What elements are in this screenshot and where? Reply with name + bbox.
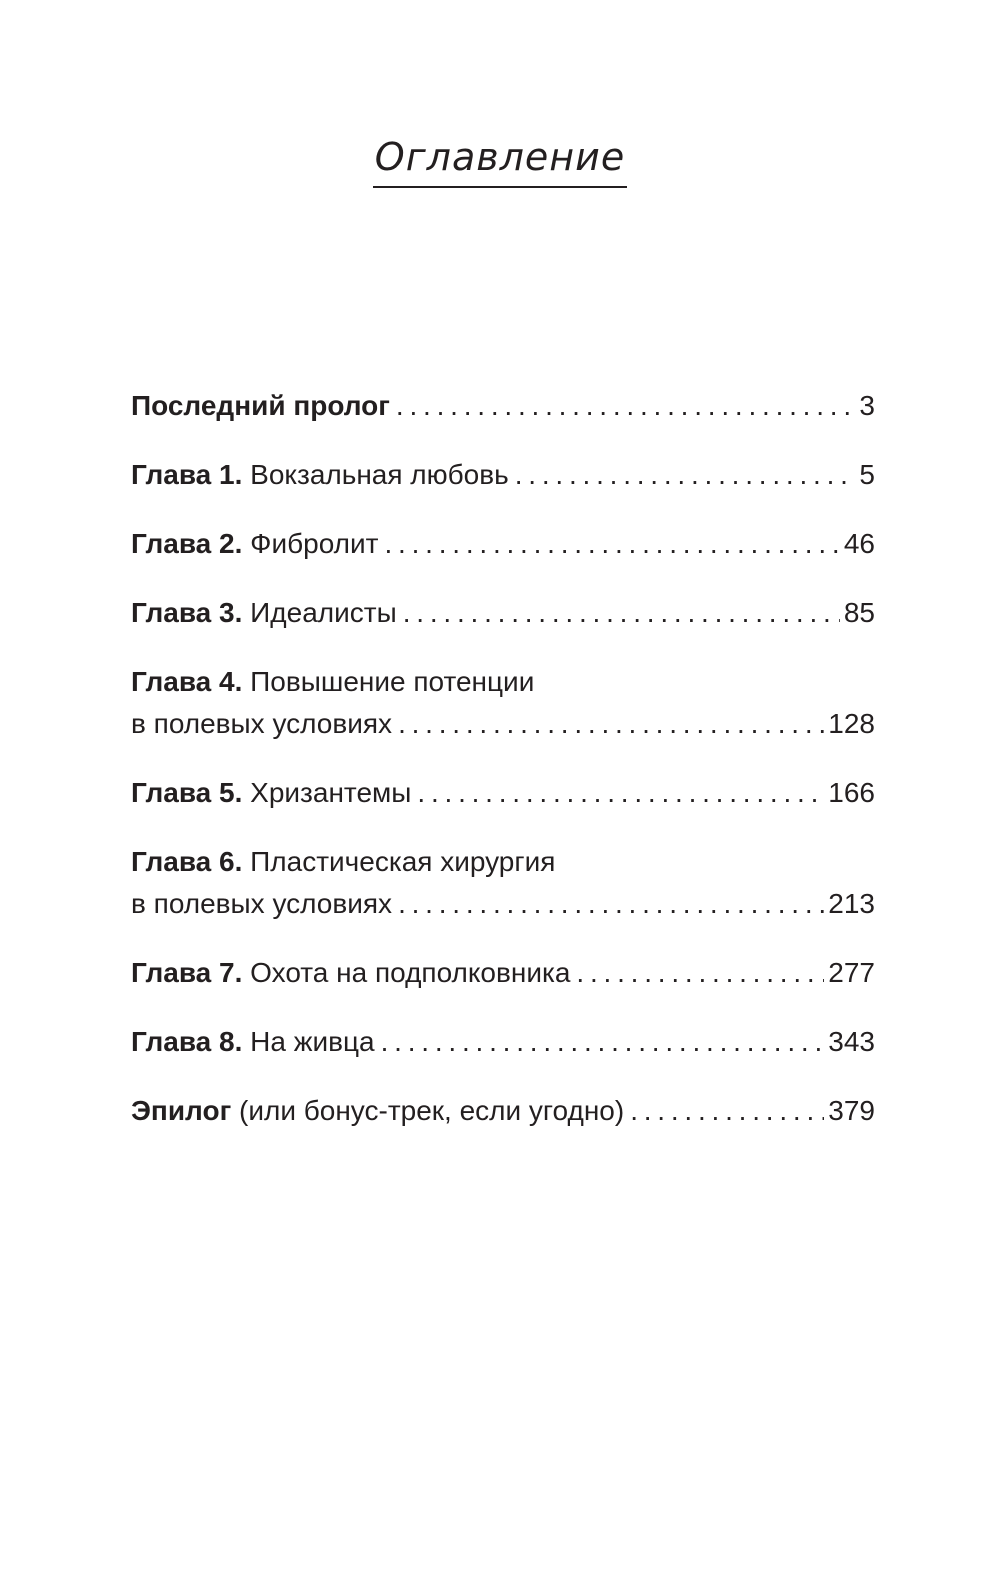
dot-leader: [396, 385, 856, 427]
toc-entry-prefix: Эпилог: [131, 1095, 232, 1126]
dot-leader: [384, 523, 839, 565]
toc-entry-epilogue: [131, 1090, 875, 1132]
toc-entry-label: [131, 1090, 624, 1132]
toc-entry-prologue: [131, 385, 875, 427]
dot-leader: [381, 1021, 825, 1063]
toc-entry-chapter-6: [131, 841, 875, 925]
toc-entry-prefix: Глава 4.: [131, 666, 243, 697]
toc-entry-chapter-4: [131, 661, 875, 745]
toc-entry-page: 46: [843, 528, 875, 559]
toc-entry-label: [131, 952, 570, 994]
toc-entry-prefix: Глава 1.: [131, 459, 243, 490]
toc-entry-title-continued: в полевых условиях: [131, 888, 393, 919]
toc-entry-page: 213: [828, 888, 875, 919]
toc-entry-chapter-2: [131, 523, 875, 565]
toc-entry-label: [131, 592, 397, 634]
toc-entry-prefix: Глава 2.: [131, 528, 243, 559]
toc-entry-label: [131, 1021, 375, 1063]
toc-entry-page: 166: [828, 777, 875, 808]
toc-entry-title: Идеалисты: [250, 597, 397, 628]
toc-entry-title: Вокзальная любовь: [250, 459, 509, 490]
toc-entry-title: На живца: [250, 1026, 375, 1057]
toc-entry-prefix: Глава 8.: [131, 1026, 243, 1057]
dot-leader: [576, 952, 824, 994]
toc-entry-title: Повышение потенции: [250, 666, 535, 697]
toc-entry-page: 379: [828, 1095, 875, 1126]
dot-leader: [398, 883, 824, 925]
table-of-contents: [131, 385, 875, 1132]
dot-leader: [403, 592, 840, 634]
toc-entry-title: Пластическая хирургия: [250, 846, 556, 877]
dot-leader: [630, 1090, 824, 1132]
page-title: Оглавление: [373, 134, 627, 188]
dot-leader: [515, 454, 856, 496]
title-block: [0, 134, 1000, 188]
toc-entry-label: [131, 523, 378, 565]
toc-entry-page: 85: [843, 597, 875, 628]
toc-entry-prefix: Глава 3.: [131, 597, 243, 628]
toc-entry-chapter-5: [131, 772, 875, 814]
toc-entry-chapter-8: [131, 1021, 875, 1063]
toc-entry-prefix: Последний пролог: [131, 390, 390, 421]
toc-entry-title: (или бонус-трек, если угодно): [239, 1095, 625, 1126]
toc-entry-chapter-1: [131, 454, 875, 496]
toc-entry-prefix: Глава 7.: [131, 957, 243, 988]
toc-entry-page: 343: [828, 1026, 875, 1057]
dot-leader: [417, 772, 824, 814]
toc-entry-label: [131, 454, 509, 496]
toc-entry-page: 128: [828, 708, 875, 739]
toc-entry-title-continued: в полевых условиях: [131, 708, 393, 739]
toc-entry-title: Фибролит: [250, 528, 379, 559]
toc-entry-page: 277: [828, 957, 875, 988]
toc-entry-prefix: Глава 5.: [131, 777, 243, 808]
dot-leader: [398, 703, 824, 745]
toc-entry-page: 5: [859, 459, 875, 490]
toc-entry-page: 3: [859, 390, 875, 421]
toc-entry-title: Охота на подполковника: [250, 957, 571, 988]
toc-entry-label: [131, 385, 390, 427]
toc-entry-prefix: Глава 6.: [131, 846, 243, 877]
toc-entry-chapter-7: [131, 952, 875, 994]
toc-entry-label: [131, 772, 411, 814]
toc-entry-title: Хризантемы: [250, 777, 412, 808]
toc-entry-chapter-3: [131, 592, 875, 634]
